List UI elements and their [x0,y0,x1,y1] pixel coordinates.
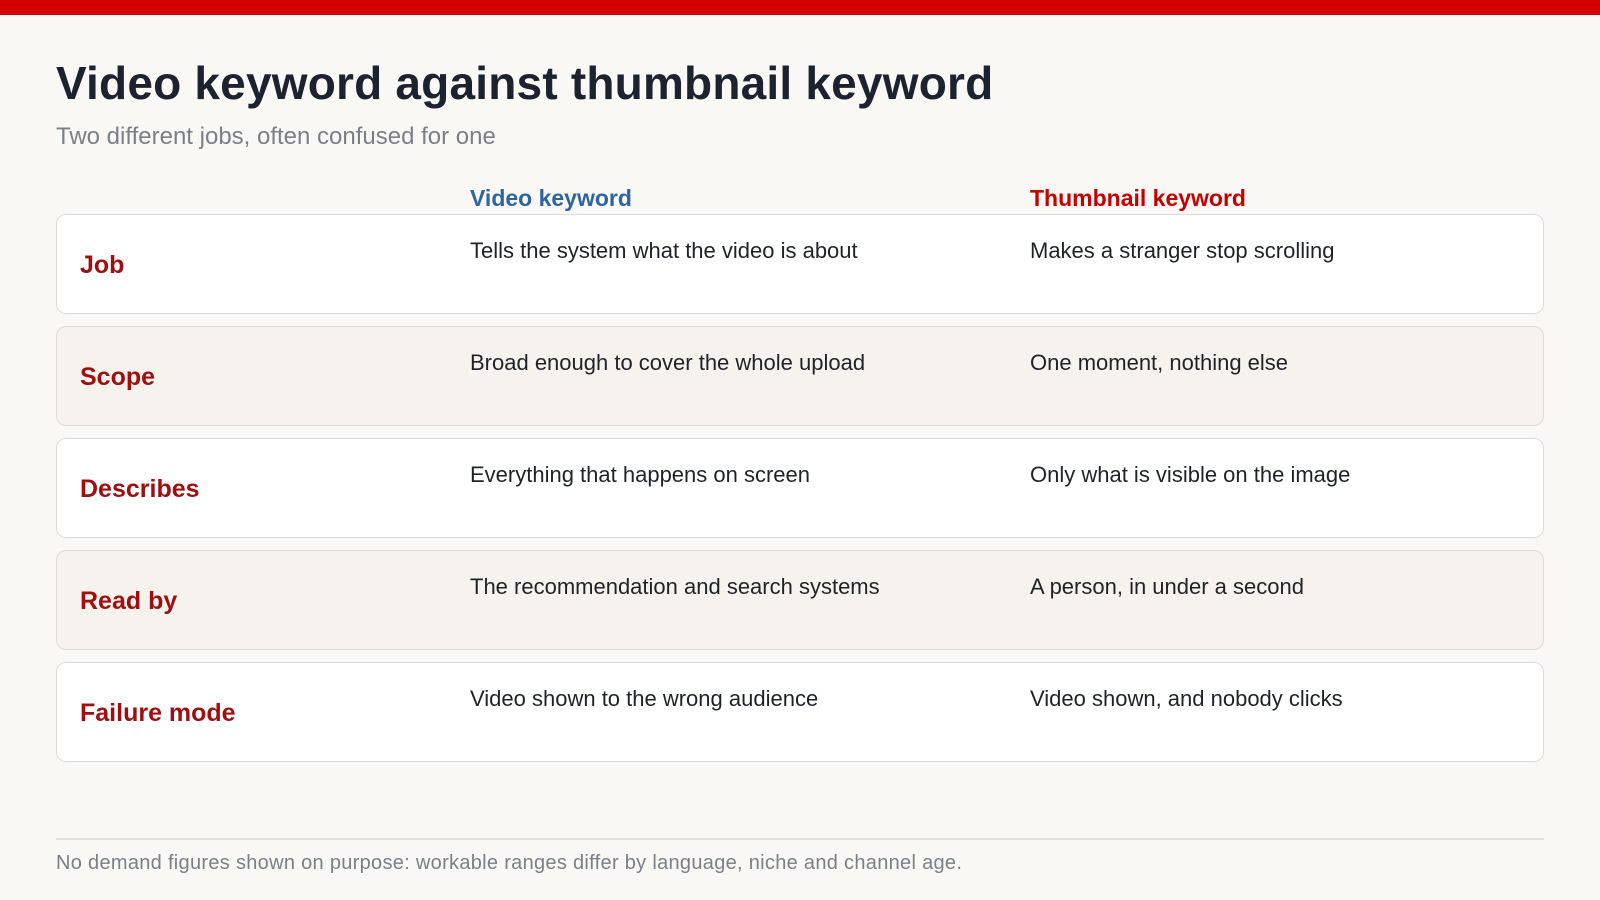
thumbnail-keyword-cell: One moment, nothing else [1030,350,1289,375]
footnote: No demand figures shown on purpose: workable ranges differ by language, niche and channel age. [56,852,963,874]
row-label: Failure mode [80,699,236,727]
page-title: Video keyword against thumbnail keyword [56,57,994,109]
video-keyword-cell: Tells the system what the video is about [470,238,858,263]
table-row-job [56,214,1544,314]
top-accent-bar [0,0,1600,15]
comparison-table [56,214,1544,774]
table-row-read-by [56,550,1544,650]
row-label: Read by [80,587,178,615]
row-label: Job [80,251,125,279]
row-label: Describes [80,475,200,503]
column-header-video-keyword: Video keyword [470,185,632,211]
thumbnail-keyword-cell: Makes a stranger stop scrolling [1030,238,1335,263]
thumbnail-keyword-cell: Video shown, and nobody clicks [1030,686,1343,711]
video-keyword-cell: Video shown to the wrong audience [470,686,819,711]
table-row-failure-mode [56,662,1544,762]
table-row-scope [56,326,1544,426]
video-keyword-cell: Broad enough to cover the whole upload [470,350,866,375]
thumbnail-keyword-cell: Only what is visible on the image [1030,462,1351,487]
row-label: Scope [80,363,156,391]
video-keyword-cell: The recommendation and search systems [470,574,880,599]
table-row-describes [56,438,1544,538]
page-subtitle: Two different jobs, often confused for one [56,123,496,150]
thumbnail-keyword-cell: A person, in under a second [1030,574,1304,599]
video-keyword-cell: Everything that happens on screen [470,462,811,487]
footer-divider [56,838,1544,840]
column-header-thumbnail-keyword: Thumbnail keyword [1030,185,1246,211]
